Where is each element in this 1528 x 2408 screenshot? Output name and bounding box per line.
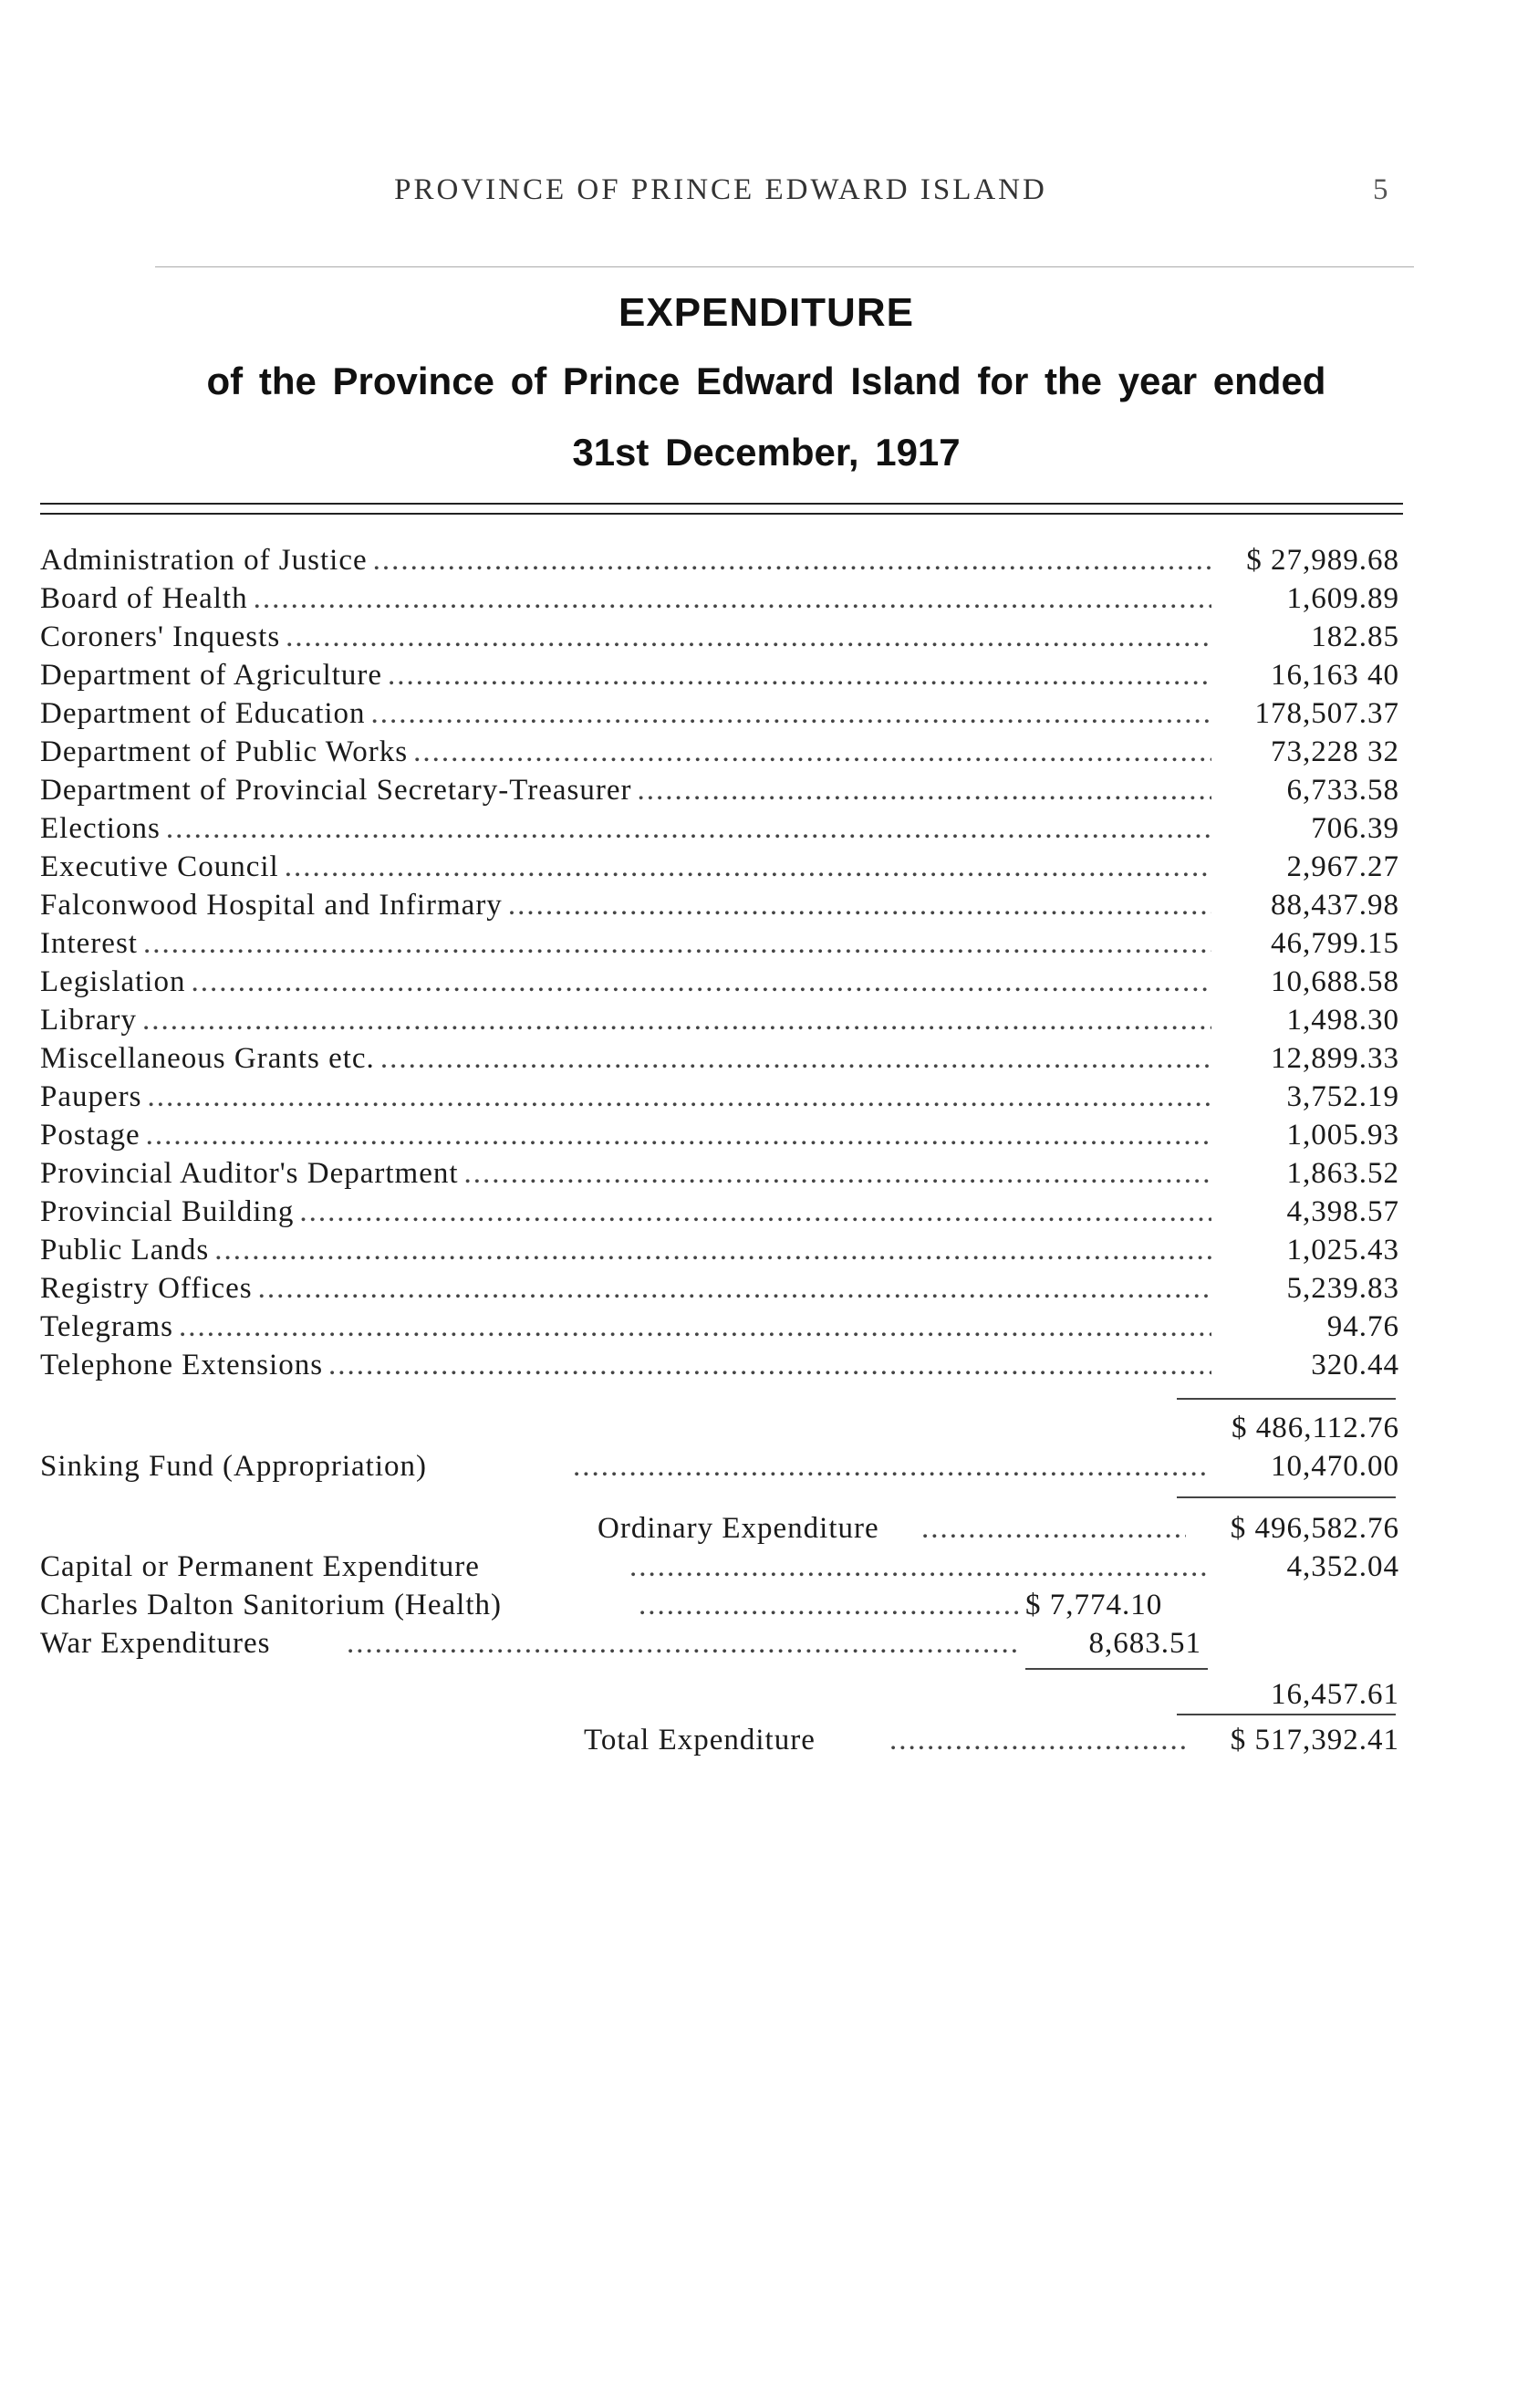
list-item bbox=[40, 579, 1399, 618]
leader-dots bbox=[573, 1447, 1210, 1485]
sinking-fund-label: Sinking Fund (Appropriation) bbox=[40, 1450, 427, 1483]
leader-dots bbox=[299, 1193, 1211, 1231]
page-number: 5 bbox=[1373, 173, 1388, 206]
item-amount: 94.76 bbox=[1326, 1310, 1399, 1343]
war-label: War Expenditures bbox=[40, 1627, 271, 1660]
item-amount: 1,005.93 bbox=[1286, 1119, 1399, 1152]
leader-dots bbox=[328, 1346, 1211, 1384]
leader-dots bbox=[214, 1231, 1211, 1269]
item-amount: 73,228 32 bbox=[1271, 735, 1399, 768]
ordinary-amount: $ 496,582.76 bbox=[1230, 1512, 1399, 1545]
list-item bbox=[40, 1346, 1399, 1384]
leader-dots bbox=[286, 618, 1211, 656]
leader-dots bbox=[371, 694, 1211, 733]
item-label: Interest bbox=[40, 927, 138, 960]
ordinary-label: Ordinary Expenditure bbox=[598, 1512, 879, 1545]
item-amount: 182.85 bbox=[1311, 620, 1399, 653]
list-item bbox=[40, 1001, 1399, 1039]
item-amount: 5,239.83 bbox=[1286, 1272, 1399, 1305]
list-item bbox=[40, 1231, 1399, 1269]
leader-dots bbox=[258, 1269, 1211, 1308]
item-label: Paupers bbox=[40, 1080, 142, 1113]
leader-dots bbox=[464, 1154, 1211, 1193]
title-line-3: 31st December, 1917 bbox=[572, 431, 961, 474]
item-amount: 2,967.27 bbox=[1286, 850, 1399, 883]
sinking-fund-amount: 10,470.00 bbox=[1271, 1450, 1399, 1483]
subtotal-rule bbox=[1177, 1398, 1396, 1400]
special-rule bbox=[1025, 1668, 1208, 1670]
item-label: Provincial Auditor's Department bbox=[40, 1157, 459, 1190]
list-item bbox=[40, 1308, 1399, 1346]
title-line-2: of the Province of Prince Edward Island for the year ended bbox=[206, 360, 1326, 402]
leader-dots bbox=[508, 886, 1211, 924]
item-amount: 320.44 bbox=[1311, 1349, 1399, 1381]
list-item bbox=[40, 733, 1399, 771]
header-rule bbox=[155, 266, 1414, 267]
running-title: PROVINCE OF PRINCE EDWARD ISLAND bbox=[394, 173, 1047, 206]
item-label: Department of Agriculture bbox=[40, 659, 383, 692]
item-amount: 1,498.30 bbox=[1286, 1004, 1399, 1037]
item-amount: 4,398.57 bbox=[1286, 1195, 1399, 1228]
sanitorium-label: Charles Dalton Sanitorium (Health) bbox=[40, 1589, 502, 1621]
item-amount: 88,437.98 bbox=[1271, 889, 1399, 922]
item-label: Provincial Building bbox=[40, 1195, 295, 1228]
list-item bbox=[40, 809, 1399, 848]
leader-dots bbox=[285, 848, 1211, 886]
item-amount: $ 27,989.68 bbox=[1246, 544, 1399, 577]
leader-dots bbox=[347, 1624, 1022, 1663]
item-label: Coroners' Inquests bbox=[40, 620, 281, 653]
list-item bbox=[40, 1039, 1399, 1078]
leader-dots bbox=[142, 1001, 1211, 1039]
title-rule-bottom bbox=[40, 513, 1403, 515]
item-amount: 1,609.89 bbox=[1286, 582, 1399, 615]
leader-dots bbox=[143, 924, 1211, 963]
list-item bbox=[40, 694, 1399, 733]
item-label: Public Lands bbox=[40, 1234, 210, 1267]
list-item bbox=[40, 1269, 1399, 1308]
item-amount: 1,863.52 bbox=[1286, 1157, 1399, 1190]
list-item bbox=[40, 656, 1399, 694]
leader-dots bbox=[373, 541, 1211, 579]
item-label: Elections bbox=[40, 812, 161, 845]
leader-dots bbox=[191, 963, 1211, 1001]
leader-dots bbox=[147, 1078, 1211, 1116]
leader-dots bbox=[629, 1548, 1210, 1586]
item-label: Library bbox=[40, 1004, 137, 1037]
list-item bbox=[40, 1154, 1399, 1193]
list-item bbox=[40, 1078, 1399, 1116]
capital-amount: 4,352.04 bbox=[1286, 1550, 1399, 1583]
item-amount: 3,752.19 bbox=[1286, 1080, 1399, 1113]
list-item bbox=[40, 1193, 1399, 1231]
total-rule bbox=[1177, 1714, 1396, 1715]
leader-dots bbox=[166, 809, 1211, 848]
special-total-amount: 16,457.61 bbox=[1271, 1678, 1399, 1711]
leader-dots bbox=[388, 656, 1211, 694]
total-label: Total Expenditure bbox=[584, 1724, 816, 1756]
list-item bbox=[40, 541, 1399, 579]
item-amount: 6,733.58 bbox=[1286, 774, 1399, 807]
expenditure-list bbox=[40, 541, 1399, 1384]
list-item bbox=[40, 618, 1399, 656]
item-label: Department of Education bbox=[40, 697, 366, 730]
list-item bbox=[40, 1116, 1399, 1154]
item-label: Telegrams bbox=[40, 1310, 173, 1343]
leader-dots bbox=[921, 1509, 1186, 1548]
leader-dots bbox=[146, 1116, 1211, 1154]
leader-dots bbox=[639, 1586, 1022, 1624]
item-label: Falconwood Hospital and Infirmary bbox=[40, 889, 503, 922]
subtotal-amount: $ 486,112.76 bbox=[1231, 1412, 1399, 1444]
list-item bbox=[40, 963, 1399, 1001]
item-label: Telephone Extensions bbox=[40, 1349, 324, 1381]
list-item bbox=[40, 886, 1399, 924]
item-amount: 16,163 40 bbox=[1271, 659, 1399, 692]
item-amount: 10,688.58 bbox=[1271, 965, 1399, 998]
item-label: Legislation bbox=[40, 965, 186, 998]
title-line-1: EXPENDITURE bbox=[618, 290, 914, 335]
item-label: Board of Health bbox=[40, 582, 248, 615]
leader-dots bbox=[254, 579, 1211, 618]
capital-label: Capital or Permanent Expenditure bbox=[40, 1550, 480, 1583]
title-rule-top bbox=[40, 503, 1403, 505]
leader-dots bbox=[889, 1721, 1190, 1759]
ordinary-rule bbox=[1177, 1496, 1396, 1498]
item-amount: 12,899.33 bbox=[1271, 1042, 1399, 1075]
leader-dots bbox=[179, 1308, 1211, 1346]
list-item bbox=[40, 924, 1399, 963]
list-item bbox=[40, 771, 1399, 809]
war-amount: 8,683.51 bbox=[1088, 1627, 1201, 1660]
leader-dots bbox=[637, 771, 1211, 809]
item-label: Executive Council bbox=[40, 850, 279, 883]
total-amount: $ 517,392.41 bbox=[1230, 1724, 1399, 1756]
item-amount: 706.39 bbox=[1311, 812, 1399, 845]
leader-dots bbox=[380, 1039, 1211, 1078]
item-amount: 1,025.43 bbox=[1286, 1234, 1399, 1267]
item-label: Administration of Justice bbox=[40, 544, 368, 577]
item-label: Department of Provincial Secretary-Treasurer bbox=[40, 774, 632, 807]
list-item bbox=[40, 848, 1399, 886]
item-label: Department of Public Works bbox=[40, 735, 409, 768]
sanitorium-amount: $ 7,774.10 bbox=[1025, 1589, 1163, 1621]
item-amount: 46,799.15 bbox=[1271, 927, 1399, 960]
item-label: Miscellaneous Grants etc. bbox=[40, 1042, 375, 1075]
item-amount: 178,507.37 bbox=[1254, 697, 1399, 730]
item-label: Postage bbox=[40, 1119, 140, 1152]
item-label: Registry Offices bbox=[40, 1272, 253, 1305]
leader-dots bbox=[413, 733, 1211, 771]
